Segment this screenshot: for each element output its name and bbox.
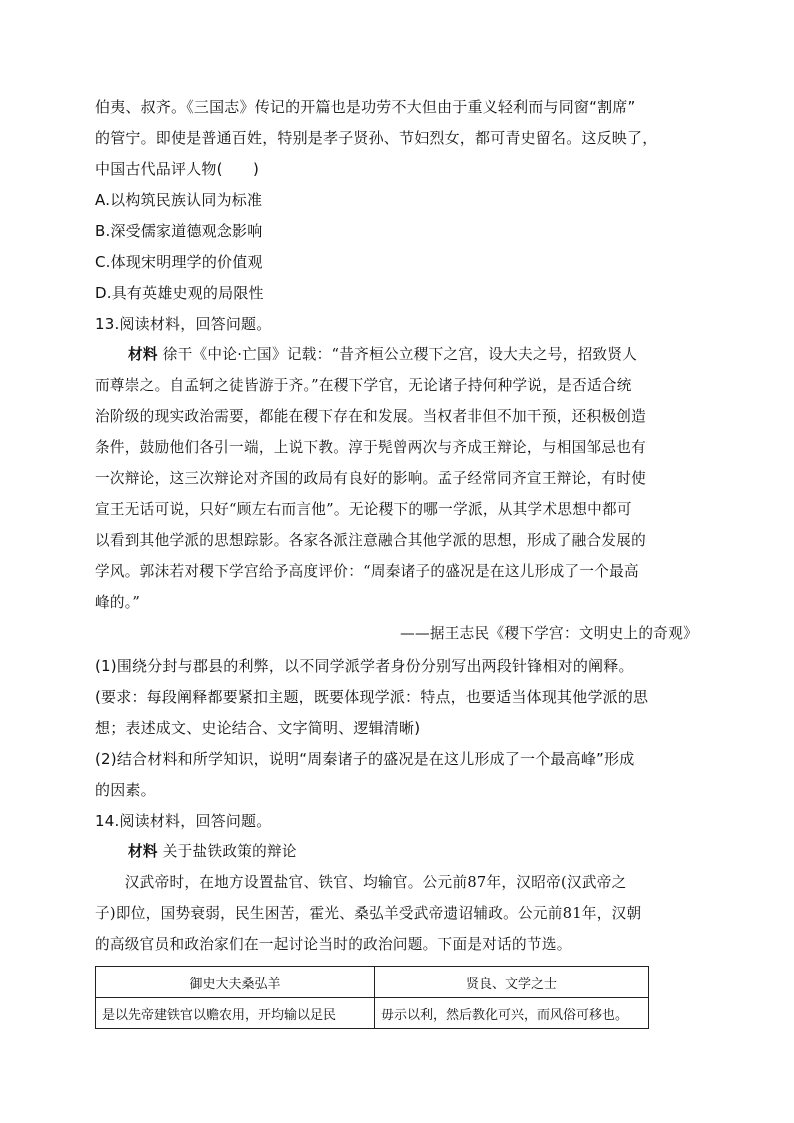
q12-stem-line-2: 的管宁。即使是普通百姓，特别是孝子贤孙、节妇烈女，都可青史留名。这反映了， — [95, 129, 658, 147]
q13-source: ——据王志民《稷下学宫：文明史上的奇观》 — [400, 625, 698, 642]
q13-material-first-line — [128, 345, 637, 365]
q12-option-d: D.具有英雄史观的局限性 — [95, 284, 264, 302]
q13-sub-question-2: (2)结合材料和所学知识，说明“周秦诸子的盛况是在这儿形成了一个最高峰”形成 — [95, 750, 635, 768]
q14-title: 14.阅读材料，回答问题。 — [95, 812, 272, 830]
q13-material-line: 以看到其他学派的思想踪影。各家各派注意融合其他学派的思想，形成了融合发展的 — [95, 532, 647, 549]
q13-sub-question-1: (1)围绕分封与郡县的利弊，以不同学派学者身份分别写出两段针锋相对的阐释。 — [95, 657, 634, 675]
q13-sub-question-1-req: 想；表述成文、史论结合、文字简明、逻辑清晰) — [95, 719, 421, 737]
q12-stem-line-1: 伯夷、叔齐。《三国志》传记的开篇也是功劳不大但由于重义轻利而与同窗“割席” — [95, 98, 636, 116]
q13-sub-question-2: 的因素。 — [95, 781, 156, 799]
table-cell: 是以先帝建铁官以赡农用，开均输以足民 — [96, 998, 375, 1029]
q13-material-line: 学风。郭沫若对稷下学宫给予高度评价：“周秦诸子的盛况是在这儿形成了一个最高 — [95, 563, 639, 580]
table-cell: 毋示以利，然后教化可兴，而风俗可移也。 — [375, 998, 649, 1029]
material-title: 关于盐铁政策的辩论 — [162, 843, 297, 860]
material-text: 徐干《中论·亡国》记载：“昔齐桓公立稷下之宫，设大夫之号，招致贤人 — [162, 346, 638, 363]
table-row — [96, 998, 649, 1029]
q14-material-line: 的高级官员和政治家们在一起讨论当时的政治问题。下面是对话的节选。 — [95, 936, 572, 953]
q12-option-b: B.深受儒家道德观念影响 — [95, 222, 263, 240]
q12-option-a: A.以构筑民族认同为标准 — [95, 191, 263, 209]
q13-material-line: 一次辩论，这三次辩论对齐国的政局有良好的影响。孟子经常同齐宣王辩论，有时使 — [95, 470, 647, 487]
q13-material-line: 宣王无话可说，只好“顾左右而言他”。无论稷下的哪一学派，从其学术思想中都可 — [95, 501, 632, 518]
q13-material-line: 而尊崇之。自孟轲之徒皆游于齐。”在稷下学官，无论诸子持何种学说，是否适合统 — [95, 377, 632, 394]
column-header: 御史大夫桑弘羊 — [96, 967, 375, 998]
q14-material-line: 汉武帝时，在地方设置盐官、铁官、均输官。公元前87年，汉昭帝(汉武帝之 — [95, 874, 627, 891]
material-label: 材料 — [128, 843, 158, 860]
q12-option-c: C.体现宋明理学的价值观 — [95, 253, 263, 271]
q14-material-heading — [128, 842, 297, 862]
q13-title: 13.阅读材料，回答问题。 — [95, 315, 272, 333]
column-header: 贤良、文学之士 — [375, 967, 649, 998]
q13-material-line: 条件，鼓励他们各引一端，上说下教。淳于髡曾两次与齐成王辩论，与相国邹忌也有 — [95, 439, 647, 456]
q13-material-line: 治阶级的现实政治需要，都能在稷下存在和发展。当权者非但不加干预，还积极创造 — [95, 408, 647, 425]
q13-material-line: 峰的。” — [95, 594, 141, 611]
table-header-row — [96, 967, 649, 998]
material-label: 材料 — [128, 346, 158, 363]
q12-stem-line-3: 中国古代品评人物( ) — [95, 160, 260, 178]
dialogue-table — [95, 966, 649, 1029]
q13-sub-question-1-req: (要求：每段阐释都要紧扣主题，既要体现学派：特点，也要适当体现其他学派的思 — [95, 688, 649, 706]
q14-material-line: 子)即位，国势衰弱，民生困苦，霍光、桑弘羊受武帝遗诏辅政。公元前81年，汉朝 — [95, 905, 642, 922]
